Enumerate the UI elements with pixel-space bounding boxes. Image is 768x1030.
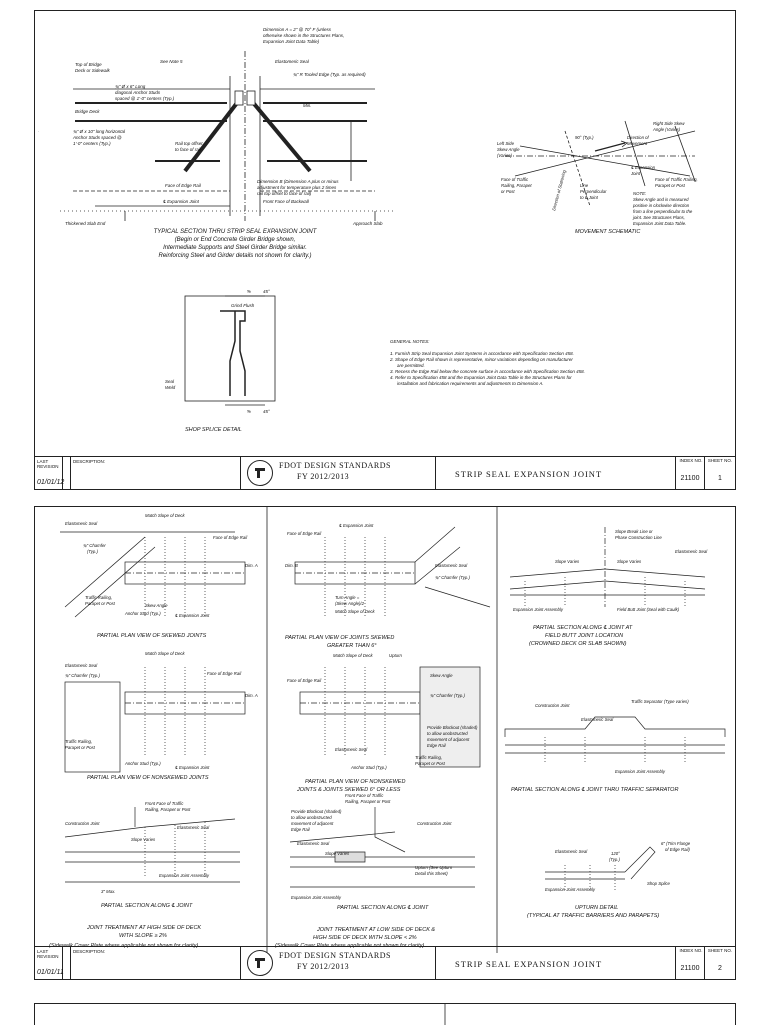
low-side-section-labels: [275, 793, 453, 949]
agency-line2: FY 2012/2013: [297, 962, 350, 971]
svg-text:Elastomeric Seal: Elastomeric Seal: [65, 521, 98, 526]
svg-text:Turn Angle =: Turn Angle =: [335, 595, 360, 600]
svg-text:Anchor Studs spaced @: Anchor Studs spaced @: [73, 135, 122, 140]
typical-section-title-block: [154, 229, 318, 259]
sheet-no-cell: [705, 457, 735, 489]
svg-text:MOVEMENT SCHEMATIC: MOVEMENT SCHEMATIC: [575, 229, 641, 235]
svg-text:diagonal Anchor Studs: diagonal Anchor Studs: [115, 90, 161, 95]
svg-text:Weld: Weld: [165, 385, 176, 390]
svg-text:adjustment for temperature plu: adjustment for temperature plus 2 times: [257, 185, 337, 190]
svg-text:PARTIAL PLAN VIEW OF NONSKEWED: PARTIAL PLAN VIEW OF NONSKEWED: [305, 779, 406, 785]
svg-text:Face of Edge Rail: Face of Edge Rail: [207, 671, 242, 676]
svg-text:(Typ.): (Typ.): [87, 549, 98, 554]
svg-text:Face of Edge Rail: Face of Edge Rail: [287, 531, 322, 536]
svg-text:Edge Rail: Edge Rail: [427, 743, 446, 748]
svg-text:¾" Ø x 10" long horizontal: ¾" Ø x 10" long horizontal: [73, 129, 125, 134]
svg-text:spaced @ 1'-0" centers (Typ.): spaced @ 1'-0" centers (Typ.): [115, 96, 175, 101]
svg-text:Elastomeric Seal: Elastomeric Seal: [335, 747, 368, 752]
index-cell: [675, 947, 705, 979]
svg-text:(Sidewalk Cover Plate where ap: (Sidewalk Cover Plate where applicable not shown for clarity): [49, 943, 199, 949]
svg-text:GENERAL NOTES:: GENERAL NOTES:: [390, 339, 430, 344]
svg-text:45°: 45°: [263, 289, 270, 294]
svg-text:JOINTS & JOINTS SKEWED 6° OR L: JOINTS & JOINTS SKEWED 6° OR LESS: [297, 787, 401, 793]
svg-text:120°: 120°: [611, 851, 620, 856]
svg-text:Face of Traffic Railing,: Face of Traffic Railing,: [655, 177, 698, 182]
svg-text:Field Butt Joint (Seal with Ca: Field Butt Joint (Seal with Caulk): [617, 607, 680, 612]
shop-splice-labels: [165, 289, 270, 433]
svg-text:Upturn (See Upturn: Upturn (See Upturn: [415, 865, 453, 870]
agency-line1: FDOT DESIGN STANDARDS: [279, 951, 391, 960]
high-side-section-drawing: [65, 807, 240, 882]
svg-text:Skew Angle: Skew Angle: [497, 147, 520, 152]
svg-text:Face of Traffic: Face of Traffic: [501, 177, 529, 182]
svg-text:Direction of Stationing: Direction of Stationing: [551, 169, 567, 212]
svg-text:(Skew Angle)/2: (Skew Angle)/2: [335, 601, 364, 606]
svg-text:Right Side Skew: Right Side Skew: [653, 121, 685, 126]
svg-text:⅝: ⅝: [247, 409, 251, 414]
svg-text:Slope Varies: Slope Varies: [555, 559, 580, 564]
svg-text:JOINT TREATMENT AT HIGH SIDE O: JOINT TREATMENT AT HIGH SIDE OF DECK: [87, 925, 202, 931]
last-revision-label: LAST REVISION: [37, 949, 59, 959]
svg-text:Match Slope of Deck: Match Slope of Deck: [335, 609, 375, 614]
divider: [435, 457, 436, 489]
svg-text:of Edge Rail): of Edge Rail): [665, 847, 690, 852]
svg-text:Match Slope of Deck: Match Slope of Deck: [333, 653, 373, 658]
description-label: DESCRIPTION:: [73, 459, 106, 464]
svg-text:Line: Line: [580, 183, 589, 188]
svg-text:PARTIAL SECTION ALONG ℄ JOINT: PARTIAL SECTION ALONG ℄ JOINT THRU TRAFFIC SEPARATOR: [511, 787, 679, 793]
agency-title: [279, 950, 391, 972]
svg-text:Traffic Railing,: Traffic Railing,: [415, 755, 443, 760]
svg-text:WITH SLOPE ≥ 2%: WITH SLOPE ≥ 2%: [119, 933, 167, 939]
general-notes: [389, 339, 585, 386]
svg-text:¾" Chamfer (Typ.): ¾" Chamfer (Typ.): [430, 693, 465, 698]
svg-text:℄ Expansion Joint: ℄ Expansion Joint: [339, 523, 374, 528]
sheet-title: STRIP SEAL EXPANSION JOINT: [455, 469, 603, 479]
svg-text:Expansion Joint Assembly: Expansion Joint Assembly: [291, 895, 341, 900]
svg-text:Parapet or Post: Parapet or Post: [65, 745, 95, 750]
sheet-no-label: SHEET NO.: [707, 948, 733, 953]
svg-text:PARTIAL SECTION ALONG ℄ JOINT: PARTIAL SECTION ALONG ℄ JOINT: [101, 903, 193, 909]
svg-text:to allow unobstructed: to allow unobstructed: [427, 731, 468, 736]
description-cell: [71, 457, 241, 489]
svg-text:Left Side: Left Side: [497, 141, 514, 146]
svg-text:Elastomeric Seal: Elastomeric Seal: [581, 717, 614, 722]
skewed-gt6-plan-drawing: [295, 527, 490, 617]
svg-text:to ℄ Joint: to ℄ Joint: [580, 195, 598, 200]
svg-text:Face of Edge Rail: Face of Edge Rail: [165, 183, 201, 188]
svg-text:are permitted.: are permitted.: [397, 363, 425, 368]
agency-line1: FDOT DESIGN STANDARDS: [279, 461, 391, 470]
svg-text:Skew Angle and is measured: Skew Angle and is measured: [633, 197, 689, 202]
svg-text:Expansion Joint Assembly: Expansion Joint Assembly: [545, 887, 595, 892]
svg-text:(Sidewalk Cover Plate where ap: (Sidewalk Cover Plate where applicable not shown for clarity): [275, 943, 425, 949]
svg-text:Movement: Movement: [627, 141, 648, 146]
svg-text:Anchor Stud (Typ.): Anchor Stud (Typ.): [125, 611, 161, 616]
svg-text:Min.: Min.: [303, 103, 312, 108]
svg-text:Construction Joint: Construction Joint: [65, 821, 100, 826]
svg-text:Joint: Joint: [631, 171, 641, 176]
last-revision-cell: [35, 947, 63, 979]
svg-text:FIELD BUTT JOINT LOCATION: FIELD BUTT JOINT LOCATION: [545, 633, 624, 639]
drawing-sheet-1: [34, 10, 736, 490]
traffic-separator-section-drawing: [505, 717, 725, 762]
svg-text:Dimension A = 2" @ 70° F (unle: Dimension A = 2" @ 70° F (unless: [263, 27, 331, 32]
svg-text:to allow unobstructed: to allow unobstructed: [291, 815, 332, 820]
index-cell: [675, 457, 705, 489]
revision-cell: [63, 457, 71, 489]
svg-text:Elastomeric Seal: Elastomeric Seal: [297, 841, 330, 846]
svg-text:Expansion Joint Data Table.: Expansion Joint Data Table.: [633, 221, 687, 226]
svg-text:Construction Joint: Construction Joint: [535, 703, 570, 708]
svg-text:Front Face of Traffic: Front Face of Traffic: [345, 793, 384, 798]
svg-text:Approach Slab: Approach Slab: [353, 221, 383, 226]
svg-text:installation and fabrication r: installation and fabrication requirements and adjustments to Dimension A.: [397, 381, 544, 386]
svg-text:¾" Ø x 6" Long: ¾" Ø x 6" Long: [115, 84, 146, 89]
svg-text:otherwise shown in the Structu: otherwise shown in the Structures Plans,: [263, 33, 345, 38]
svg-text:movement of adjacent: movement of adjacent: [291, 821, 334, 826]
title-block: [35, 456, 735, 489]
svg-text:Reinforcing Steel and Girder d: Reinforcing Steel and Girder details not shown for clarity.): [158, 253, 312, 259]
field-butt-section-drawing: [510, 527, 705, 607]
svg-text:Match Slope of Deck: Match Slope of Deck: [145, 513, 185, 518]
svg-text:1. Furnish Strip Seal Expansio: 1. Furnish Strip Seal Expansion Joint Systems in accordance with Specification Section 458.: [390, 351, 574, 356]
sheet2-drawing: [35, 507, 735, 953]
svg-text:Upturn: Upturn: [389, 653, 402, 658]
svg-text:Rail top offset: Rail top offset: [175, 141, 203, 146]
svg-text:Slope Varies: Slope Varies: [325, 851, 350, 856]
svg-text:Traffic Separator (Type varies: Traffic Separator (Type varies): [631, 699, 689, 704]
svg-text:2. Shape of Edge Rail shown is: 2. Shape of Edge Rail shown is representative, minor variations depending on manufacturer: [390, 357, 573, 362]
svg-text:Front Face of Traffic: Front Face of Traffic: [145, 801, 184, 806]
sheet-margin-path: ·: [37, 131, 41, 133]
svg-text:Elastomeric Seal: Elastomeric Seal: [275, 59, 309, 64]
svg-text:Provide Blockout (shaded): Provide Blockout (shaded): [427, 725, 478, 730]
last-revision-label: LAST REVISION: [37, 459, 59, 469]
svg-text:Skew Angle: Skew Angle: [145, 603, 168, 608]
svg-text:PARTIAL PLAN VIEW OF JOINTS SK: PARTIAL PLAN VIEW OF JOINTS SKEWED: [285, 635, 395, 641]
svg-text:(TYPICAL AT TRAFFIC BARRIERS A: (TYPICAL AT TRAFFIC BARRIERS AND PARAPETS): [527, 913, 660, 919]
svg-text:Elastomeric Seal: Elastomeric Seal: [435, 563, 468, 568]
svg-text:or Post: or Post: [501, 189, 515, 194]
title-block: [35, 946, 735, 979]
svg-text:Deck or Sidewalk: Deck or Sidewalk: [75, 68, 110, 73]
svg-text:Grind Flush: Grind Flush: [231, 303, 255, 308]
svg-text:Phase Construction Line: Phase Construction Line: [615, 535, 662, 540]
agency-title: [279, 460, 391, 482]
svg-text:Face of Edge Rail: Face of Edge Rail: [287, 678, 322, 683]
svg-text:Anchor Stud (Typ.): Anchor Stud (Typ.): [125, 761, 161, 766]
last-revision-cell: [35, 457, 63, 489]
drawing-sheet-3-partial: [34, 1003, 736, 1025]
svg-text:Railing, Parapet: Railing, Parapet: [501, 183, 532, 188]
svg-text:NOTE:: NOTE:: [633, 191, 647, 196]
svg-text:Bridge Deck: Bridge Deck: [75, 109, 100, 114]
svg-text:¾" Chamfer (Typ.): ¾" Chamfer (Typ.): [435, 575, 470, 580]
svg-text:Slope Varies: Slope Varies: [617, 559, 642, 564]
typical-section-labels: [65, 27, 383, 226]
svg-text:Top of Bridge: Top of Bridge: [75, 62, 102, 67]
svg-text:℄ Expansion Joint: ℄ Expansion Joint: [163, 199, 199, 204]
index-label: INDEX NO.: [679, 948, 703, 953]
svg-text:℄ Expansion Joint: ℄ Expansion Joint: [175, 765, 210, 770]
svg-text:¾" Chamfer: ¾" Chamfer: [83, 543, 106, 548]
svg-text:℄ Expansion Joint: ℄ Expansion Joint: [175, 613, 210, 618]
svg-text:Match Slope of Deck: Match Slope of Deck: [145, 651, 185, 656]
svg-text:Thickened Slab End: Thickened Slab End: [65, 221, 106, 226]
svg-text:Construction Joint: Construction Joint: [417, 821, 452, 826]
svg-text:Expansion Joint Assembly: Expansion Joint Assembly: [513, 607, 563, 612]
description-label: DESCRIPTION:: [73, 949, 106, 954]
svg-text:Seal: Seal: [165, 379, 175, 384]
svg-text:6" (Trim Flange: 6" (Trim Flange: [661, 841, 691, 846]
svg-text:Shop Splice: Shop Splice: [647, 881, 670, 886]
nonskewed-plan-labels: [65, 651, 258, 781]
svg-text:GREATER THAN 6°: GREATER THAN 6°: [327, 643, 377, 649]
svg-text:℄ Expansion: ℄ Expansion: [631, 165, 656, 170]
svg-text:Elastomeric Seal: Elastomeric Seal: [65, 663, 98, 668]
nonskewed-plan-drawing: [65, 667, 245, 772]
svg-text:Front Face of Backwall: Front Face of Backwall: [263, 199, 309, 204]
svg-text:Elastomeric Seal: Elastomeric Seal: [177, 825, 210, 830]
svg-text:Perpendicular: Perpendicular: [580, 189, 607, 194]
nonskewed-le6-plan-drawing: [300, 667, 480, 767]
svg-text:Parapet or Post: Parapet or Post: [415, 761, 445, 766]
svg-text:TYPICAL SECTION THRU STRIP SEA: TYPICAL SECTION THRU STRIP SEAL EXPANSION JOINT: [153, 229, 317, 235]
svg-text:Edge Rail: Edge Rail: [291, 827, 310, 832]
svg-text:(Varies): (Varies): [497, 153, 512, 158]
svg-text:Traffic Railing,: Traffic Railing,: [65, 739, 93, 744]
sheet3-drawing: [35, 1004, 735, 1025]
svg-text:SHOP SPLICE DETAIL: SHOP SPLICE DETAIL: [185, 427, 242, 433]
index-label: INDEX NO.: [679, 458, 703, 463]
fdot-logo-icon: [247, 460, 273, 486]
svg-text:Traffic Railing,: Traffic Railing,: [85, 595, 113, 600]
sheet-no-cell: [705, 947, 735, 979]
svg-text:Dimension B (Dimension A plus: Dimension B (Dimension A plus or minus: [257, 179, 339, 184]
svg-text:(Typ.): (Typ.): [609, 857, 620, 862]
sheet-no-label: SHEET NO.: [707, 458, 733, 463]
svg-text:Parapet or Post: Parapet or Post: [655, 183, 685, 188]
svg-text:PARTIAL PLAN VIEW OF SKEWED JO: PARTIAL PLAN VIEW OF SKEWED JOINTS: [97, 633, 207, 639]
svg-text:PARTIAL SECTION ALONG ℄ JOINT: PARTIAL SECTION ALONG ℄ JOINT: [337, 905, 429, 911]
svg-text:from a line perpendicular to t: from a line perpendicular to the: [633, 209, 693, 214]
sheet-number: 1: [718, 475, 722, 482]
sheet-title: STRIP SEAL EXPANSION JOINT: [455, 959, 603, 969]
revision-cell: [63, 947, 71, 979]
shop-splice-drawing: [185, 296, 275, 405]
svg-text:Provide Blockout (shaded): Provide Blockout (shaded): [291, 809, 342, 814]
svg-text:Angle (Varies): Angle (Varies): [653, 127, 681, 132]
svg-text:joint. See Structures Plans,: joint. See Structures Plans,: [633, 215, 685, 220]
svg-text:Intermediate Supports and Stee: Intermediate Supports and Steel Girder Bridge similar.: [163, 245, 307, 251]
svg-text:Expansion Joint Assembly: Expansion Joint Assembly: [615, 769, 665, 774]
svg-text:Direction of: Direction of: [627, 135, 649, 140]
svg-text:Slope Break Line or: Slope Break Line or: [615, 529, 653, 534]
svg-text:(Begin or End Concrete Girder: (Begin or End Concrete Girder Bridge shown,: [174, 237, 296, 243]
skewed-gt6-plan-labels: [285, 523, 470, 649]
svg-text:Expansion Joint Data Table): Expansion Joint Data Table): [263, 39, 320, 44]
svg-text:rail top offset to face of rai: rail top offset to face of rail): [257, 191, 312, 196]
revision-date: 01/01/12: [37, 479, 65, 486]
svg-text:Dim. A: Dim. A: [245, 693, 258, 698]
svg-text:Elastomeric Seal: Elastomeric Seal: [555, 849, 588, 854]
description-cell: [71, 947, 241, 979]
svg-text:Parapet or Post: Parapet or Post: [85, 601, 115, 606]
index-number: 21100: [680, 475, 700, 482]
svg-text:3" Max.: 3" Max.: [101, 889, 116, 894]
svg-text:Face of Edge Rail: Face of Edge Rail: [213, 535, 248, 540]
index-number: 21100: [680, 965, 700, 972]
svg-text:Anchor Stud (Typ.): Anchor Stud (Typ.): [351, 765, 387, 770]
svg-text:HIGH SIDE OF DECK WITH SLOPE <: HIGH SIDE OF DECK WITH SLOPE < 2%: [313, 935, 417, 941]
svg-text:PARTIAL PLAN VIEW OF NONSKEWED: PARTIAL PLAN VIEW OF NONSKEWED JOINTS: [87, 775, 209, 781]
svg-text:Elastomeric Seal: Elastomeric Seal: [675, 549, 708, 554]
svg-text:movement of adjacent: movement of adjacent: [427, 737, 470, 742]
svg-text:1'-0" centers (Typ.): 1'-0" centers (Typ.): [73, 141, 111, 146]
svg-text:Detail this Sheet): Detail this Sheet): [415, 871, 448, 876]
traffic-separator-section-labels: [511, 699, 689, 793]
svg-text:positive in clockwise directio: positive in clockwise direction: [633, 203, 690, 208]
svg-text:Dim. A: Dim. A: [245, 563, 258, 568]
upturn-detail-labels: [527, 841, 691, 919]
svg-text:90° (Typ.): 90° (Typ.): [575, 135, 594, 140]
sheet1-drawing: [35, 11, 735, 455]
svg-text:45°: 45°: [263, 409, 270, 414]
divider: [435, 947, 436, 979]
svg-text:JOINT TREATMENT AT LOW SIDE OF: JOINT TREATMENT AT LOW SIDE OF DECK &: [317, 927, 436, 933]
svg-text:Dim. B: Dim. B: [285, 563, 298, 568]
sheet-number: 2: [718, 965, 722, 972]
svg-text:Skew Angle: Skew Angle: [430, 673, 453, 678]
agency-line2: FY 2012/2013: [297, 472, 350, 481]
svg-text:(CROWNED DECK OR SLAB SHOWN): (CROWNED DECK OR SLAB SHOWN): [529, 641, 627, 647]
field-butt-section-labels: [513, 529, 708, 647]
fdot-logo-icon: [247, 950, 273, 976]
revision-date: 01/01/11: [37, 969, 64, 976]
svg-text:to face of rail: to face of rail: [175, 147, 201, 152]
svg-text:PARTIAL SECTION ALONG ℄ JOINT: PARTIAL SECTION ALONG ℄ JOINT AT: [533, 625, 633, 631]
svg-text:Slope Varies: Slope Varies: [131, 837, 156, 842]
svg-text:¾" Chamfer (Typ.): ¾" Chamfer (Typ.): [65, 673, 100, 678]
drawing-sheet-2: [34, 506, 736, 980]
svg-text:Railing, Parapet or Post: Railing, Parapet or Post: [345, 799, 391, 804]
svg-text:See Note 5: See Note 5: [160, 59, 183, 64]
svg-text:3. Recess the Edge Rail below: 3. Recess the Edge Rail below the concrete surface in accordance with Specification Section 458.: [390, 369, 585, 374]
svg-text:Expansion Joint Assembly: Expansion Joint Assembly: [159, 873, 209, 878]
svg-text:⅝: ⅝: [247, 289, 251, 294]
svg-text:4. Refer to Specification 458: 4. Refer to Specification 458 and the Expansion Joint Data Table in the Structures Plans for: [390, 375, 572, 380]
svg-text:Railing, Parapet or Post: Railing, Parapet or Post: [145, 807, 191, 812]
svg-text:¾" R Tooled Edge (Typ. as requ: ¾" R Tooled Edge (Typ. as required): [293, 72, 366, 77]
svg-text:UPTURN DETAIL: UPTURN DETAIL: [575, 905, 619, 911]
